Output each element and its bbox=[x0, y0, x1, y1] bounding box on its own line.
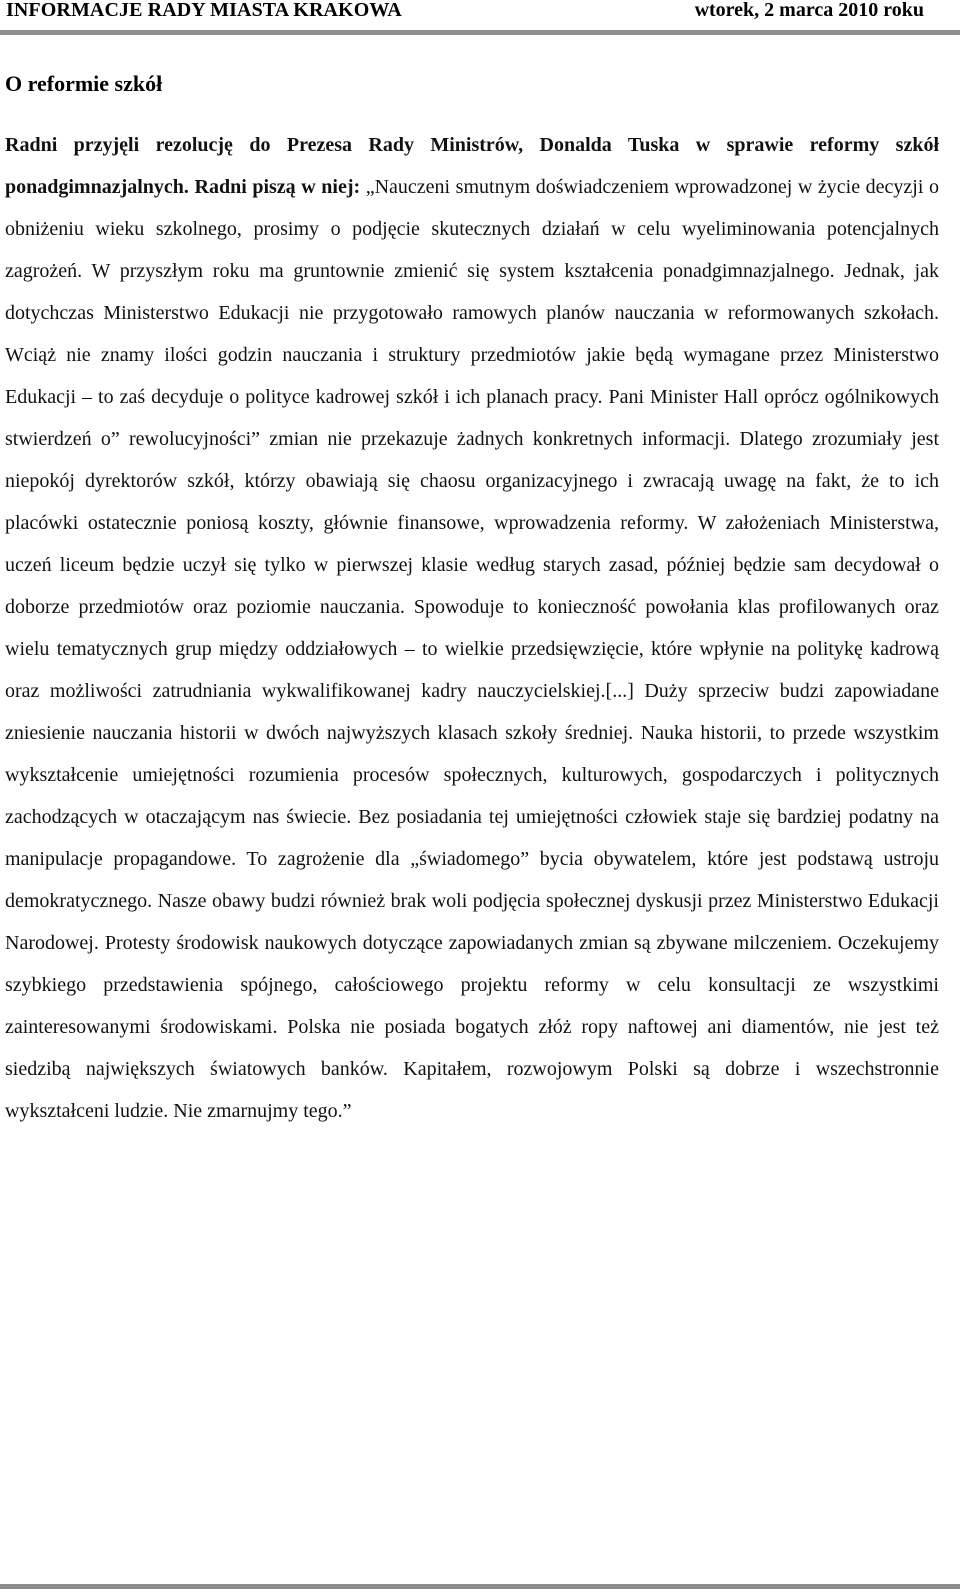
footer-divider bbox=[0, 1584, 960, 1589]
page-header bbox=[0, 0, 960, 36]
article bbox=[5, 70, 939, 1132]
article-lead: Radni przyjęli rezolucję do Prezesa Rady Ministrów, Donalda Tuska w sprawie reformy szkół ponadgimnazjalnych. Radni piszą w niej: bbox=[5, 134, 939, 198]
article-title: O reformie szkół bbox=[5, 71, 163, 96]
header-divider bbox=[0, 30, 960, 35]
article-body bbox=[5, 124, 939, 1132]
article-quote: „Nauczeni smutnym doświadczeniem wprowadzonej w życie decyzji o obniżeniu wieku szkolnego, prosimy o podjęcie skutecznych działań w celu wyeliminowania potencjalnych zagrożeń. W przyszłym roku ma gruntownie zmienić się system kształcenia ponadgimnazjalnego. Jednak, jak dotychczas Ministerstwo Edukacji nie przygotowało ramowych planów nauczania w reformowanych szkołach. Wciąż nie znamy ilości godzin nauczania i struktury przedmiotów jakie będą wymagane przez Ministerstwo Edukacji – to zaś decyduje o polityce kadrowej szkół i ich planach pracy. Pani Minister Hall oprócz ogólnikowych stwierdzeń o” rewolucyjności” zmian nie przekazuje żadnych konkretnych informacji. Dlatego zrozumiały jest niepokój dyrektorów szkół, którzy obawiają się chaosu organizacyjnego i zwracają uwagę na fakt, że to ich placówki ostatecznie poniosą koszty, głównie finansowe, wprowadzenia reformy. W założeniach Ministerstwa, uczeń liceum będzie uczył się tylko w pierwszej klasie według starych zasad, później będzie sam decydował o doborze przedmiotów oraz poziomie nauczania. Spowoduje to konieczność powołania klas profilowanych oraz wielu tematycznych grup między oddziałowych – to wielkie przedsięwzięcie, które wpłynie na politykę kadrową oraz możliwości zatrudniania wykwalifikowanej kadry nauczycielskiej.[...] Duży sprzeciw budzi zapowiadane zniesienie nauczania historii w dwóch najwyższych klasach szkoły średniej. Nauka historii, to przede wszystkim wykształcenie umiejętności rozumienia procesów społecznych, kulturowych, gospodarczych i politycznych zachodzących w otaczającym nas świecie. Bez posiadania tej umiejętności człowiek staje się bardziej podatny na manipulacje propagandowe. To zagrożenie dla „świadomego” bycia obywatelem, które jest podstawą ustroju demokratycznego. Nasze obawy budzi również brak woli podjęcia społecznej dyskusji przez Ministerstwo Edukacji Narodowej. Protesty środowisk naukowych dotyczące zapowiadanych zmian są zbywane milczeniem. Oczekujemy szybkiego przedstawienia spójnego, całościowego projektu reformy w celu konsultacji ze wszystkimi zainteresowanymi środowiskami. Polska nie posiada bogatych złóż ropy naftowej ani diamentów, nie jest też siedzibą największych światowych banków. Kapitałem, rozwojowym Polski są dobrze i wszechstronnie wykształceni ludzie. Nie zmarnujmy tego.” bbox=[5, 176, 939, 1122]
publication-title: INFORMACJE RADY MIASTA KRAKOWA bbox=[6, 0, 402, 21]
publication-date: wtorek, 2 marca 2010 roku bbox=[694, 0, 924, 21]
